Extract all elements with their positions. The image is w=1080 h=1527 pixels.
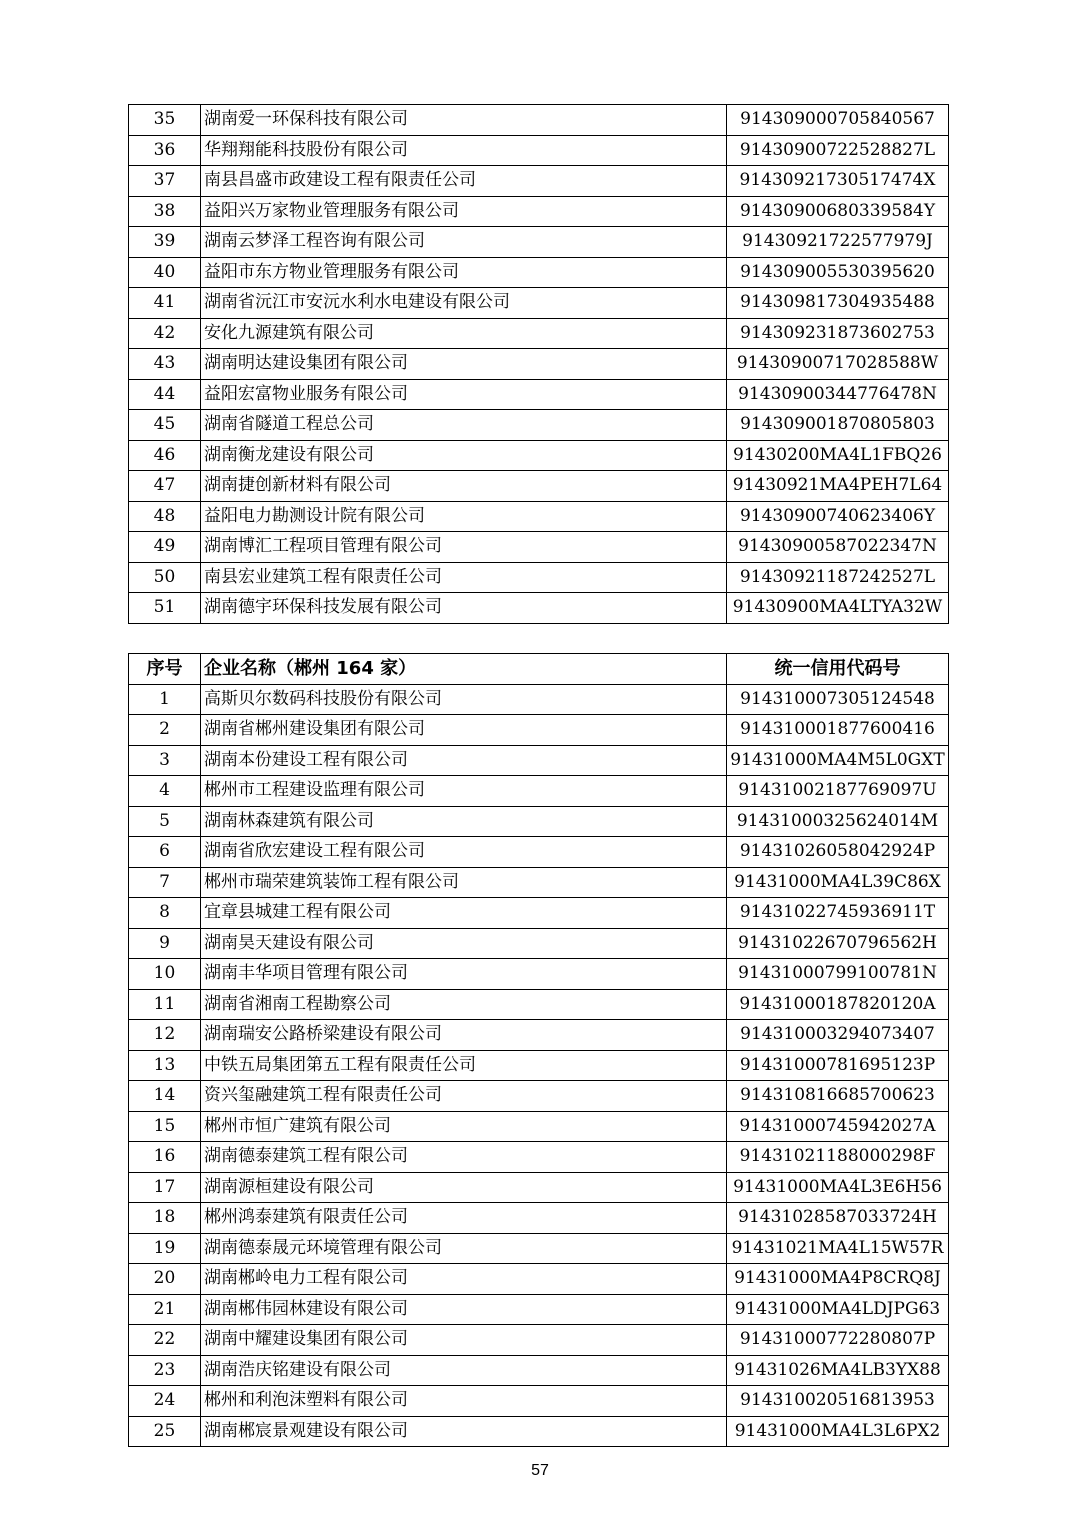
seq-cell: 23 <box>129 1355 201 1386</box>
table-row <box>129 1386 949 1417</box>
table-row <box>129 867 949 898</box>
company-name-cell: 南县宏业建筑工程有限责任公司 <box>201 562 727 593</box>
table-row <box>129 1233 949 1264</box>
seq-cell: 47 <box>129 471 201 502</box>
company-name-cell: 安化九源建筑有限公司 <box>201 318 727 349</box>
credit-code-cell: 91431026058042924P <box>727 837 949 868</box>
company-name-cell: 湖南德宇环保科技发展有限公司 <box>201 593 727 624</box>
company-table-continued <box>128 104 949 624</box>
table-row <box>129 776 949 807</box>
table-row <box>129 745 949 776</box>
credit-code-cell: 91430900587022347N <box>727 532 949 563</box>
credit-code-cell: 91431021188000298F <box>727 1142 949 1173</box>
table1-body <box>129 105 949 624</box>
table-row <box>129 227 949 258</box>
table-row <box>129 1111 949 1142</box>
company-name-cell: 湖南浩庆铭建设有限公司 <box>201 1355 727 1386</box>
seq-cell: 18 <box>129 1203 201 1234</box>
seq-cell: 11 <box>129 989 201 1020</box>
seq-cell: 21 <box>129 1294 201 1325</box>
company-name-cell: 益阳兴万家物业管理服务有限公司 <box>201 196 727 227</box>
credit-code-cell: 91431000MA4L39C86X <box>727 867 949 898</box>
credit-code-cell: 914309817304935488 <box>727 288 949 319</box>
seq-cell: 4 <box>129 776 201 807</box>
credit-code-cell: 91430200MA4L1FBQ26 <box>727 440 949 471</box>
table-row <box>129 898 949 929</box>
company-name-cell: 湖南爱一环保科技有限公司 <box>201 105 727 136</box>
table-row <box>129 501 949 532</box>
seq-cell: 40 <box>129 257 201 288</box>
seq-cell: 12 <box>129 1020 201 1051</box>
table-row <box>129 593 949 624</box>
seq-cell: 10 <box>129 959 201 990</box>
seq-cell: 17 <box>129 1172 201 1203</box>
company-name-cell: 湖南本份建设工程有限公司 <box>201 745 727 776</box>
company-name-cell: 郴州和利泡沫塑料有限公司 <box>201 1386 727 1417</box>
seq-cell: 9 <box>129 928 201 959</box>
company-name-cell: 湖南源桓建设有限公司 <box>201 1172 727 1203</box>
credit-code-cell: 91430921187242527L <box>727 562 949 593</box>
company-name-cell: 郴州市工程建设监理有限公司 <box>201 776 727 807</box>
seq-cell: 50 <box>129 562 201 593</box>
company-name-cell: 湖南省沅江市安沅水利水电建设有限公司 <box>201 288 727 319</box>
seq-cell: 8 <box>129 898 201 929</box>
company-name-cell: 华翔翔能科技股份有限公司 <box>201 135 727 166</box>
table-row <box>129 959 949 990</box>
company-name-cell: 南县昌盛市政建设工程有限责任公司 <box>201 166 727 197</box>
company-name-cell: 湖南郴岭电力工程有限公司 <box>201 1264 727 1295</box>
company-name-cell: 湖南德泰建筑工程有限公司 <box>201 1142 727 1173</box>
company-name-cell: 湖南林森建筑有限公司 <box>201 806 727 837</box>
seq-cell: 5 <box>129 806 201 837</box>
header-row <box>129 654 949 685</box>
credit-code-cell: 914309001870805803 <box>727 410 949 441</box>
table-row <box>129 1264 949 1295</box>
company-table-chenzhou <box>128 653 949 1447</box>
table2-header <box>129 654 949 685</box>
company-name-cell: 湖南丰华项目管理有限公司 <box>201 959 727 990</box>
company-name-cell: 湖南衡龙建设有限公司 <box>201 440 727 471</box>
header-credit-code: 统一信用代码号 <box>727 654 949 685</box>
table-row <box>129 806 949 837</box>
seq-cell: 22 <box>129 1325 201 1356</box>
seq-cell: 38 <box>129 196 201 227</box>
credit-code-cell: 91430900722528827L <box>727 135 949 166</box>
seq-cell: 6 <box>129 837 201 868</box>
table-row <box>129 379 949 410</box>
company-name-cell: 益阳市东方物业管理服务有限公司 <box>201 257 727 288</box>
seq-cell: 43 <box>129 349 201 380</box>
credit-code-cell: 91431000MA4LDJPG63 <box>727 1294 949 1325</box>
table-row <box>129 1050 949 1081</box>
table-row <box>129 166 949 197</box>
credit-code-cell: 91431000MA4M5L0GXT <box>727 745 949 776</box>
company-name-cell: 湖南郴宸景观建设有限公司 <box>201 1416 727 1447</box>
seq-cell: 25 <box>129 1416 201 1447</box>
company-name-cell: 郴州市瑞荣建筑装饰工程有限公司 <box>201 867 727 898</box>
seq-cell: 1 <box>129 684 201 715</box>
table-row <box>129 440 949 471</box>
company-name-cell: 湖南博汇工程项目管理有限公司 <box>201 532 727 563</box>
table-row <box>129 410 949 441</box>
company-name-cell: 郴州鸿泰建筑有限责任公司 <box>201 1203 727 1234</box>
table-row <box>129 196 949 227</box>
company-name-cell: 湖南中耀建设集团有限公司 <box>201 1325 727 1356</box>
header-seq: 序号 <box>129 654 201 685</box>
seq-cell: 24 <box>129 1386 201 1417</box>
credit-code-cell: 91431000MA4L3L6PX2 <box>727 1416 949 1447</box>
credit-code-cell: 91431028587033724H <box>727 1203 949 1234</box>
table-row <box>129 562 949 593</box>
table-row <box>129 1203 949 1234</box>
company-name-cell: 高斯贝尔数码科技股份有限公司 <box>201 684 727 715</box>
credit-code-cell: 91430921730517474X <box>727 166 949 197</box>
company-name-cell: 湖南昊天建设有限公司 <box>201 928 727 959</box>
company-name-cell: 湖南省欣宏建设工程有限公司 <box>201 837 727 868</box>
company-name-cell: 益阳宏富物业服务有限公司 <box>201 379 727 410</box>
credit-code-cell: 914310816685700623 <box>727 1081 949 1112</box>
company-name-cell: 湖南郴伟园林建设有限公司 <box>201 1294 727 1325</box>
company-name-cell: 湖南捷创新材料有限公司 <box>201 471 727 502</box>
company-name-cell: 湖南明达建设集团有限公司 <box>201 349 727 380</box>
seq-cell: 14 <box>129 1081 201 1112</box>
credit-code-cell: 91431000799100781N <box>727 959 949 990</box>
table-row <box>129 1416 949 1447</box>
credit-code-cell: 914309005530395620 <box>727 257 949 288</box>
table-row <box>129 1142 949 1173</box>
seq-cell: 36 <box>129 135 201 166</box>
seq-cell: 46 <box>129 440 201 471</box>
credit-code-cell: 91431021MA4L15W57R <box>727 1233 949 1264</box>
seq-cell: 16 <box>129 1142 201 1173</box>
seq-cell: 41 <box>129 288 201 319</box>
header-company-name: 企业名称（郴州 164 家） <box>201 654 727 685</box>
table-row <box>129 1081 949 1112</box>
table-row <box>129 1294 949 1325</box>
credit-code-cell: 91430900680339584Y <box>727 196 949 227</box>
seq-cell: 15 <box>129 1111 201 1142</box>
table-row <box>129 318 949 349</box>
table-row <box>129 928 949 959</box>
table-row <box>129 288 949 319</box>
credit-code-cell: 91431022745936911T <box>727 898 949 929</box>
company-name-cell: 湖南省隧道工程总公司 <box>201 410 727 441</box>
company-name-cell: 湖南省湘南工程勘察公司 <box>201 989 727 1020</box>
company-name-cell: 资兴玺融建筑工程有限责任公司 <box>201 1081 727 1112</box>
table-row <box>129 989 949 1020</box>
seq-cell: 44 <box>129 379 201 410</box>
table-row <box>129 1355 949 1386</box>
table2-body <box>129 684 949 1447</box>
credit-code-cell: 91431000MA4P8CRQ8J <box>727 1264 949 1295</box>
credit-code-cell: 91430921MA4PEH7L64 <box>727 471 949 502</box>
credit-code-cell: 914309231873602753 <box>727 318 949 349</box>
company-name-cell: 湖南云梦泽工程咨询有限公司 <box>201 227 727 258</box>
seq-cell: 39 <box>129 227 201 258</box>
company-name-cell: 湖南德泰晟元环境管理有限公司 <box>201 1233 727 1264</box>
seq-cell: 37 <box>129 166 201 197</box>
credit-code-cell: 914310020516813953 <box>727 1386 949 1417</box>
seq-cell: 19 <box>129 1233 201 1264</box>
company-name-cell: 中铁五局集团第五工程有限责任公司 <box>201 1050 727 1081</box>
credit-code-cell: 91431000MA4L3E6H56 <box>727 1172 949 1203</box>
credit-code-cell: 91431002187769097U <box>727 776 949 807</box>
page-number: 57 <box>531 1462 549 1479</box>
table-row <box>129 1020 949 1051</box>
credit-code-cell: 914310003294073407 <box>727 1020 949 1051</box>
seq-cell: 20 <box>129 1264 201 1295</box>
seq-cell: 42 <box>129 318 201 349</box>
company-name-cell: 益阳电力勘测设计院有限公司 <box>201 501 727 532</box>
credit-code-cell: 91430900MA4LTYA32W <box>727 593 949 624</box>
table-row <box>129 105 949 136</box>
seq-cell: 48 <box>129 501 201 532</box>
table-row <box>129 471 949 502</box>
table-row <box>129 532 949 563</box>
seq-cell: 13 <box>129 1050 201 1081</box>
table-row <box>129 837 949 868</box>
credit-code-cell: 91431022670796562H <box>727 928 949 959</box>
credit-code-cell: 91430900344776478N <box>727 379 949 410</box>
seq-cell: 3 <box>129 745 201 776</box>
company-name-cell: 郴州市恒广建筑有限公司 <box>201 1111 727 1142</box>
table-row <box>129 684 949 715</box>
credit-code-cell: 91431000325624014M <box>727 806 949 837</box>
table-row <box>129 1172 949 1203</box>
seq-cell: 7 <box>129 867 201 898</box>
seq-cell: 51 <box>129 593 201 624</box>
seq-cell: 45 <box>129 410 201 441</box>
credit-code-cell: 914310007305124548 <box>727 684 949 715</box>
seq-cell: 49 <box>129 532 201 563</box>
credit-code-cell: 91431000781695123P <box>727 1050 949 1081</box>
credit-code-cell: 91431000772280807P <box>727 1325 949 1356</box>
seq-cell: 2 <box>129 715 201 746</box>
company-name-cell: 宜章县城建工程有限公司 <box>201 898 727 929</box>
credit-code-cell: 91431000187820120A <box>727 989 949 1020</box>
company-name-cell: 湖南省郴州建设集团有限公司 <box>201 715 727 746</box>
seq-cell: 35 <box>129 105 201 136</box>
credit-code-cell: 91431026MA4LB3YX88 <box>727 1355 949 1386</box>
table-row <box>129 135 949 166</box>
table-row <box>129 349 949 380</box>
credit-code-cell: 91430921722577979J <box>727 227 949 258</box>
table-row <box>129 1325 949 1356</box>
table-row <box>129 257 949 288</box>
credit-code-cell: 91431000745942027A <box>727 1111 949 1142</box>
company-name-cell: 湖南瑞安公路桥梁建设有限公司 <box>201 1020 727 1051</box>
credit-code-cell: 914309000705840567 <box>727 105 949 136</box>
credit-code-cell: 91430900740623406Y <box>727 501 949 532</box>
credit-code-cell: 91430900717028588W <box>727 349 949 380</box>
table-row <box>129 715 949 746</box>
credit-code-cell: 914310001877600416 <box>727 715 949 746</box>
